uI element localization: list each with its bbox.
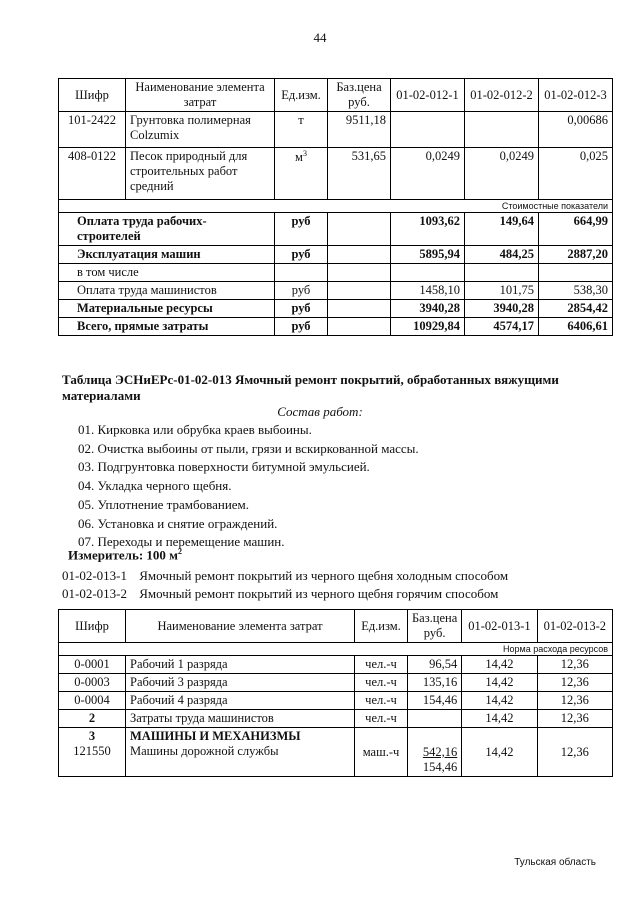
- row-name: Рабочий 4 разряда: [126, 692, 355, 710]
- summary-v2: 3940,28: [465, 300, 539, 318]
- summary-unit: руб: [275, 213, 328, 246]
- row-code: 0-0004: [59, 692, 126, 710]
- summary-name: Материальные ресурсы: [59, 300, 275, 318]
- meter-label: Измеритель: 100 $м^2$: [68, 547, 183, 563]
- summary-empty: [465, 264, 539, 282]
- composition-label: Состав работ:: [277, 404, 363, 419]
- summary-empty: [328, 264, 391, 282]
- table-header-row: [59, 610, 613, 643]
- row-v2: [465, 112, 539, 148]
- code-desc: Ямочный ремонт покрытий из черного щебня холодным способом: [139, 568, 509, 583]
- row-v2: 12,36: [537, 692, 612, 710]
- row-v1: [391, 112, 465, 148]
- row-price: 96,54: [408, 656, 462, 674]
- summary-v2: 4574,17: [465, 318, 539, 336]
- summary-v3: 664,99: [539, 213, 613, 246]
- summary-name: Оплата труда машинистов: [59, 282, 275, 300]
- summary-v2: 101,75: [465, 282, 539, 300]
- table-row: [59, 656, 613, 674]
- summary-unit: руб: [275, 300, 328, 318]
- row-v2: 12,36: [537, 710, 612, 728]
- code-desc: Ямочный ремонт покрытий из черного щебня горячим способом: [139, 586, 499, 601]
- row-v1: 0,0249: [391, 148, 465, 200]
- row-name: Грунтовка полимерная Colzumix: [126, 112, 275, 148]
- header-col1: 01-02-013-1: [462, 610, 537, 643]
- summary-empty: [275, 264, 328, 282]
- row-v1: 14,42: [462, 728, 537, 777]
- row-code: [59, 728, 126, 777]
- group-code: 3: [88, 729, 96, 743]
- summary-row: [59, 318, 613, 336]
- row-code: 101-2422: [59, 112, 126, 148]
- summary-empty: [391, 264, 465, 282]
- summary-name: Оплата труда рабочих-строителей: [59, 213, 275, 246]
- subheader-norm: Норма расхода ресурсов: [59, 643, 613, 656]
- summary-empty: [328, 318, 391, 336]
- row-unit: чел.-ч: [355, 710, 408, 728]
- row-price: [408, 710, 462, 728]
- summary-row: [59, 246, 613, 264]
- code-id: 01-02-013-1: [62, 568, 127, 583]
- row-name: Рабочий 3 разряда: [126, 674, 355, 692]
- work-step: 06. Установка и снятие ограждений.: [78, 515, 278, 531]
- row-unit: маш.-ч: [355, 728, 408, 777]
- row-unit: $м^3$: [275, 148, 328, 200]
- summary-v2: 484,25: [465, 246, 539, 264]
- row-unit: чел.-ч: [355, 692, 408, 710]
- row-code: 0-0003: [59, 674, 126, 692]
- machine-code: 121550: [73, 744, 111, 758]
- row-code: 408-0122: [59, 148, 126, 200]
- summary-v2: 149,64: [465, 213, 539, 246]
- summary-unit: руб: [275, 246, 328, 264]
- row-v1: 14,42: [462, 674, 537, 692]
- summary-v3: 2854,42: [539, 300, 613, 318]
- row-v1: 14,42: [462, 710, 537, 728]
- machine-price: 542,16: [422, 745, 458, 759]
- header-unit: Ед.изм.: [355, 610, 408, 643]
- row-name: [126, 728, 355, 777]
- work-step: 01. Кирковка или обрубка краев выбоины.: [78, 422, 312, 437]
- row-price: 531,65: [328, 148, 391, 200]
- group-name: МАШИНЫ И МЕХАНИЗМЫ: [130, 729, 301, 743]
- row-code: 0-0001: [59, 656, 126, 674]
- summary-row: [59, 282, 613, 300]
- summary-v1: 3940,28: [391, 300, 465, 318]
- subheader-row: [59, 200, 613, 213]
- work-steps-list: [78, 421, 419, 552]
- summary-row: [59, 213, 613, 246]
- row-name: Рабочий 1 разряда: [126, 656, 355, 674]
- row-v3: 0,00686: [539, 112, 613, 148]
- row-v2: 0,0249: [465, 148, 539, 200]
- row-v1: 14,42: [462, 692, 537, 710]
- table-header-row: [59, 79, 613, 112]
- row-name: Затраты труда машинистов: [126, 710, 355, 728]
- footer-region: Тульская область: [514, 857, 596, 868]
- section-title: Таблица ЭСНиЕРс-01-02-013 Ямочный ремонт покрытий, обработанных вяжущими материалами: [62, 372, 559, 403]
- table-row: [59, 148, 613, 200]
- header-col2: 01-02-013-2: [537, 610, 612, 643]
- row-price: 135,16: [408, 674, 462, 692]
- summary-row: [59, 264, 613, 282]
- summary-v3: 538,30: [539, 282, 613, 300]
- code-line: [62, 567, 508, 585]
- header-col2: 01-02-012-2: [465, 79, 539, 112]
- summary-v1: 1458,10: [391, 282, 465, 300]
- row-name: Песок природный для строительных работ средний: [126, 148, 275, 200]
- row-unit: т: [275, 112, 328, 148]
- row-v3: 0,025: [539, 148, 613, 200]
- summary-row: [59, 300, 613, 318]
- header-name: Наименование элемента затрат: [126, 610, 355, 643]
- resource-table-012: [58, 78, 613, 336]
- work-step: 04. Укладка черного щебня.: [78, 478, 232, 494]
- row-price: [408, 728, 462, 777]
- header-code: Шифр: [59, 610, 126, 643]
- machine-name: Машины дорожной службы: [130, 744, 279, 758]
- header-unit: Ед.изм.: [275, 79, 328, 112]
- summary-v3: 2887,20: [539, 246, 613, 264]
- work-step: 03. Подгрунтовка поверхности битумной эмульсией.: [78, 459, 370, 475]
- subheader-cost: Стоимостные показатели: [59, 200, 613, 213]
- row-v2: 12,36: [537, 656, 612, 674]
- code-id: 01-02-013-2: [62, 586, 127, 601]
- page-number: 44: [313, 30, 327, 45]
- row-code: 2: [59, 710, 126, 728]
- summary-unit: руб: [275, 318, 328, 336]
- row-price: 9511,18: [328, 112, 391, 148]
- resource-table-013: [58, 609, 613, 777]
- table-row: [59, 674, 613, 692]
- summary-empty: [328, 282, 391, 300]
- summary-v1: 10929,84: [391, 318, 465, 336]
- header-col3: 01-02-012-3: [539, 79, 613, 112]
- header-col1: 01-02-012-1: [391, 79, 465, 112]
- row-unit: чел.-ч: [355, 674, 408, 692]
- summary-name: в том числе: [59, 264, 275, 282]
- row-v2: 12,36: [537, 728, 612, 777]
- machine-row: [59, 728, 613, 777]
- summary-name: Всего, прямые затраты: [59, 318, 275, 336]
- header-code: Шифр: [59, 79, 126, 112]
- table-row: [59, 692, 613, 710]
- header-name: Наименование элемента затрат: [126, 79, 275, 112]
- row-unit: чел.-ч: [355, 656, 408, 674]
- row-v2: 12,36: [537, 674, 612, 692]
- summary-empty: [539, 264, 613, 282]
- work-step: 07. Переходы и перемещение машин.: [78, 534, 285, 550]
- summary-name: Эксплуатация машин: [59, 246, 275, 264]
- work-step: 02. Очистка выбоины от пыли, грязи и вскиркованной массы.: [78, 440, 419, 456]
- subheader-row: [59, 643, 613, 656]
- summary-v3: 6406,61: [539, 318, 613, 336]
- code-descriptions: [62, 567, 508, 603]
- row-v1: 14,42: [462, 656, 537, 674]
- summary-unit: руб: [275, 282, 328, 300]
- header-price: Баз.цена руб.: [328, 79, 391, 112]
- summary-empty: [328, 213, 391, 246]
- summary-empty: [328, 246, 391, 264]
- table-row: [59, 710, 613, 728]
- summary-v1: 5895,94: [391, 246, 465, 264]
- code-line: [62, 585, 508, 603]
- row-price: 154,46: [408, 692, 462, 710]
- summary-v1: 1093,62: [391, 213, 465, 246]
- header-price: Баз.цена руб.: [408, 610, 462, 643]
- work-step: 05. Уплотнение трамбованием.: [78, 496, 250, 512]
- table-row: [59, 112, 613, 148]
- machine-price2: 154,46: [422, 760, 458, 774]
- summary-empty: [328, 300, 391, 318]
